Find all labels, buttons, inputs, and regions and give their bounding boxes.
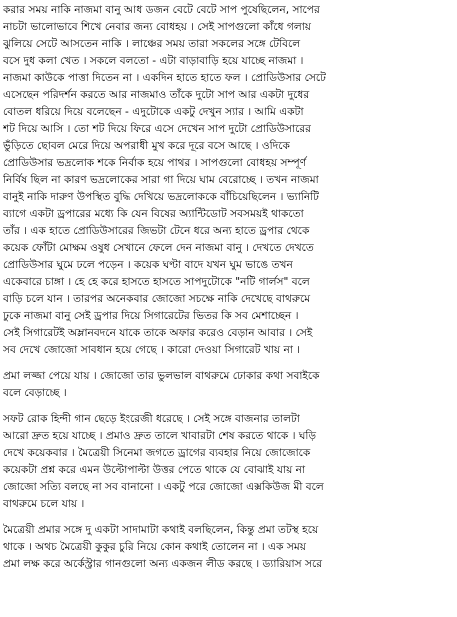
text-line: ঝুলিয়ে সেটে আসতেন নাকি । লাঞ্চের সময় তারা সকলের সঙ্গে টেবিলে: [3, 38, 301, 50]
text-line: প্রমা লক্ষ করে অর্কেস্ট্রার গানগুলো অন্য একজন লীড করছে । ড্যারিয়াস সরে: [3, 558, 323, 570]
text-line: বোতল ধরিয়ে দিয়ে বলেছেন - এদুটোকে একটু দেখুন স্যার । আমি একটা: [3, 106, 304, 118]
text-line: বাড়ি চলে যান । তারপর অনেকবার জোজো সচক্ষে নাকি দেখেছে বাথরুমে: [3, 293, 311, 305]
text-line: বানুই নাকি দারুণ উপস্থিত বুদ্ধি দেখিয়ে ভদ্রলোককে বাঁচিয়েছিলেন । ভ্যানিটি: [3, 191, 319, 203]
text-line: সেই সিগারেটই অম্লানবদনে যাকে তাকে অফার করেও বেড়ান আবার । সেই: [3, 327, 313, 339]
text-line: নির্বিষ ছিল না কারণ ভদ্রলোকের সারা গা দিয়ে ঘাম বেরোচ্ছে । তখন নাজমা: [3, 174, 319, 186]
text-line: কয়েকটা প্রশ্ন করে এমন উল্টোপাল্টা উত্তর পেতে থাকে যে বোঝাই যায় না: [3, 464, 306, 476]
text-line: জোজো সত্যি বলছে না সব বানানো । একটু পরে জোজো এক্সকিউজ মী বলে: [3, 481, 324, 493]
text-line: মৈত্রেয়ী প্রমার সঙ্গে দু একটা সাদামাটা কথাই বলছিলেন, কিন্তু প্রমা তটস্থ হয়ে: [3, 524, 319, 536]
text-line: থাকে । অথচ মৈত্রেয়ী কুকুর চুরি নিয়ে কোন কথাই তোলেন না । এক সময়: [3, 541, 307, 553]
text-line: সব দেখে জোজো সাবধান হয়ে গেছে । কারো দেওয়া সিগারেট খায় না ।: [3, 344, 301, 356]
text-line: বাথরুমে চলে যায় ।: [3, 498, 85, 510]
paragraph-4: [3, 522, 455, 573]
text-line: সফট রোক হিন্দী গান ছেড়ে ইংরেজী ধরেছে । সেই সঙ্গে বাজনার তালটা: [3, 413, 300, 425]
paragraph-1: [3, 2, 455, 359]
text-line: প্রোডিউসার ভদ্রলোক শকে নির্বাক হয়ে পাথর । সাপগুলো বোধহয় সম্পূর্ণ: [3, 157, 307, 169]
text-line: বসে দুধ কলা খেত । সকলে বলতো - এটা বাড়াবাড়ি হয়ে যাচ্ছে নাজমা ।: [3, 55, 304, 67]
text-line: কয়েক ফোঁটা মোক্ষম ওষুধ সেখানে ফেলে দেন নাজমা বানু । দেখতে দেখতে: [3, 242, 314, 254]
text-line: প্রমা লজ্জা পেয়ে যায় । জোজো তার ভুলভাল বাথরুমে ঢোকার কথা সবাইকে: [3, 370, 320, 382]
document-page: [3, 2, 455, 615]
text-line: নাচটা ভালোভাবে শিখে নেবার জন্য বোধহয় । সেই সাপগুলো কাঁধে গলায়: [3, 21, 312, 33]
paragraph-3: [3, 411, 455, 513]
text-line: নাজমা কাউকে পাত্তা দিতেন না । একদিন হাতে হাতে ফল । প্রোডিউসার সেটে: [3, 72, 326, 84]
paragraph-2: [3, 368, 455, 402]
text-line: এসেছেন পরিদর্শন করতে আর নাজমাও তাঁকে দুটো সাপ আর একটা দুধের: [3, 89, 310, 101]
text-line: তাঁর । এক হাতে প্রোডিউসারের জিভটা টেনে ধরে অন্য হাতে ড্রপার থেকে: [3, 225, 310, 237]
text-line: ব্যাগে একটা ড্রপারের মধ্যে কি যেন বিষের অ্যান্টিডোট সবসময়ই থাকতো: [3, 208, 304, 220]
text-line: প্রোডিউসার ঘুমে ঢলে পড়েন । কয়েক ঘণ্টা বাদে যখন ঘুম ভাঙে তখন: [3, 259, 293, 271]
text-line: করার সময় নাকি নাজমা বানু আধ ডজন বেটে বেটে সাপ পুষেছিলেন, সাপের: [3, 4, 320, 16]
text-line: শট দিয়ে আসি । তো শট দিয়ে ফিরে এসে দেখেন সাপ দুটো প্রোডিউসারের: [3, 123, 312, 135]
text-line: বলে বেড়াচ্ছে ।: [3, 387, 67, 399]
text-line: আরো দ্রুত হয়ে যাচ্ছে । প্রমাও দ্রুত তালে খাবারটা শেষ করতে থাকে । ঘড়ি: [3, 430, 317, 442]
text-line: ঢুকে নাজমা বানু সেই ড্রপার দিয়ে সিগারেটের ভিতর কি সব মেশাচ্ছেন ।: [3, 310, 299, 322]
text-line: দেখে কয়েকবার । মৈত্রেয়ী সিনেমা জগতে ড্রাগের ব্যবহার নিয়ে জোজোকে: [3, 447, 311, 459]
text-line: একেবারে চাঙ্গা । হে হে করে হাসতে হাসতে সাপদুটোকে "নটি গার্লস" বলে: [3, 276, 310, 288]
text-line: ভুঁড়িতে ছোবল মেরে দিয়ে অপরাধী মুখ করে দূরে বসে আছে । ওদিকে: [3, 140, 290, 152]
